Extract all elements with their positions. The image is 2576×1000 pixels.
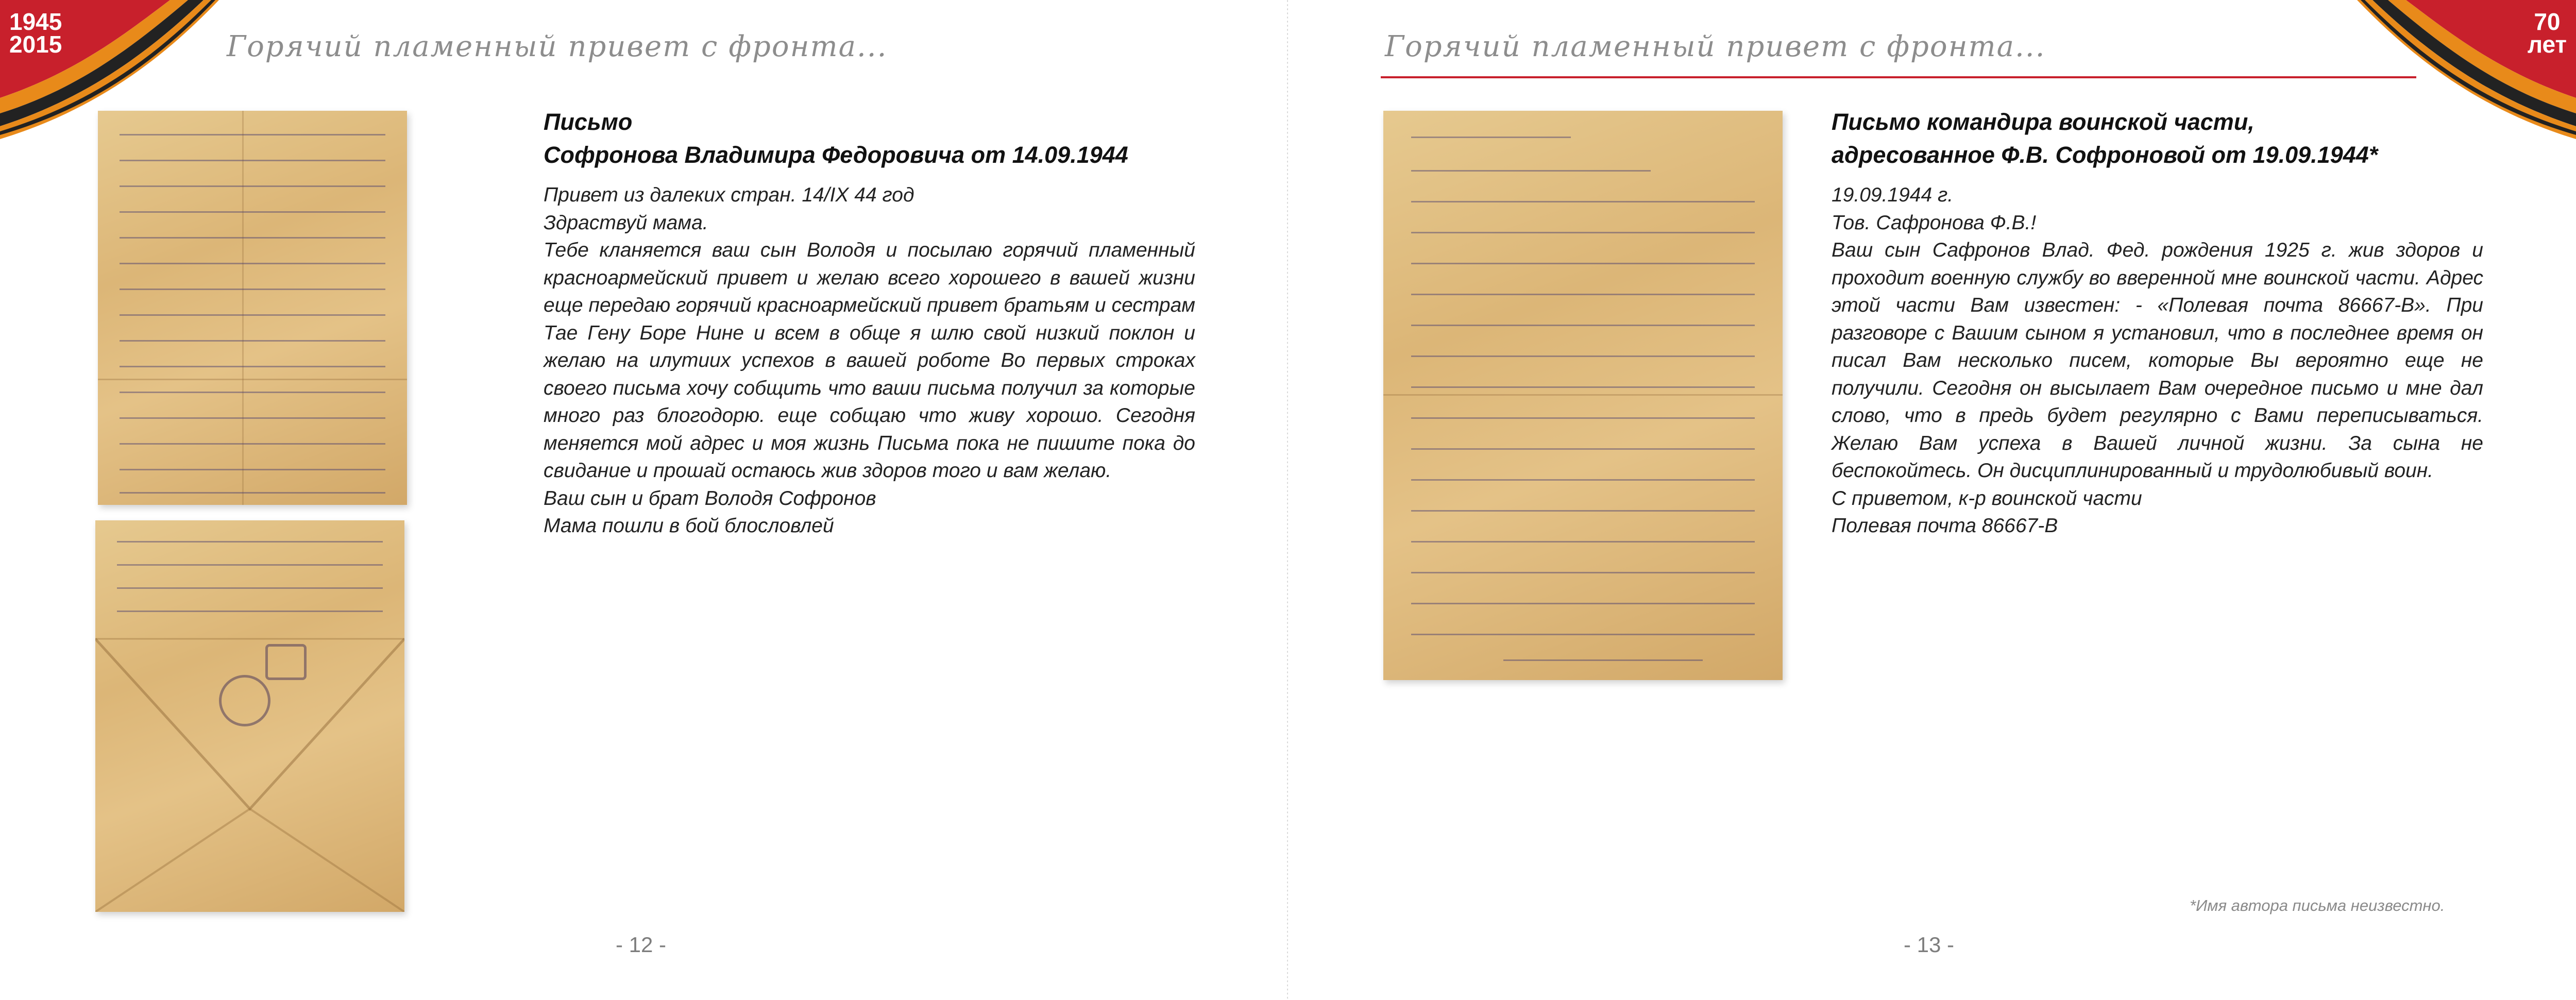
postmark-stamp-icon — [219, 675, 270, 726]
letter-title-right — [1832, 106, 2527, 172]
letter-line: Полевая почта 86667-В — [1832, 515, 2058, 537]
right-page — [1288, 0, 2576, 1000]
letter-title-left — [544, 106, 1213, 172]
anniversary-number: 70 — [2534, 8, 2561, 35]
header-rule — [1381, 76, 2416, 78]
envelope-photo — [95, 520, 404, 912]
letter-title-line1: Письмо — [544, 109, 633, 135]
letter-title-line2: адресованное Ф.В. Софроновой от 19.09.1944* — [1832, 142, 2378, 168]
letter-line: 19.09.1944 г. — [1832, 184, 1954, 206]
header-title-right: Горячий пламенный привет с фронта... — [1385, 30, 2046, 63]
commander-letter-photo — [1383, 111, 1783, 680]
letter-title-line2: Софронова Владимира Федоровича от 14.09.1944 — [544, 142, 1128, 168]
letter-line: С приветом, к-р воинской части — [1832, 487, 2142, 510]
letter-title-line1: Письмо командира воинской части, — [1832, 109, 2255, 135]
header-title-left: Горячий пламенный привет с фронта... — [227, 30, 888, 63]
letter-body-left — [544, 181, 1195, 540]
letter-body-right — [1832, 181, 2483, 540]
letter-photo-top — [98, 111, 407, 505]
letter-paragraph: Ваш сын Сафронов Влад. Фед. рождения 1925 г. жив здоров и проходит военную службу во вверенной мне воинской части. Адрес этой части Вам известен: - «Полевая почта 86667-В». При разговоре с Вашим сыном я установил, что в последнее время он писал Вам несколько писем, которые Вы вероятно еще не получили. Сегодня он высылает Вам очередное письмо и мне дал слово, что в предь будет регулярно с Вами переписываться. Желаю Вам успеха в Вашей личной жизни. За сына не беспокойтесь. Он дисциплинированный и трудолюбивый воин. — [1832, 239, 2483, 482]
letter-line: Ваш сын и брат Володя Софронов — [544, 487, 876, 510]
postmark-stamp-icon — [265, 644, 307, 680]
letter-line: Привет из далеких стран. 14/IX 44 год — [544, 184, 914, 206]
footnote: *Имя автора письма неизвестно. — [2190, 896, 2445, 914]
page-number-right: - 13 - — [1904, 933, 1955, 957]
letter-line: Мама пошли в бой блословлей — [544, 515, 834, 537]
letter-line: Тов. Сафронова Ф.В.! — [1832, 211, 2037, 234]
page-number-left: - 12 - — [616, 933, 667, 957]
letter-paragraph: Тебе кланяется ваш сын Володя и посылаю горячий пламенный красноармейский привет и желаю всего хорошего в вашей жизни еще передаю горячий красноармейский привет братьям и сестрам Тае Гену Боре Нине и всем в общe я шлю свой низкий поклон и желаю на илутиих успехов в вашей роботе Во первых строках своего письма хочу собщить что ваши письма получил за которые много раз блогодорю. еще собщаю что живу хорошо. Сегодня меняется мой адрес и моя жизнь Письма пока не пишите пока до свидание и прошай остаюсь жив здоров того и вам желаю. — [544, 239, 1195, 482]
anniversary-word: лет — [2527, 31, 2567, 58]
year-bottom: 2015 — [9, 31, 62, 58]
letter-line: Здраствуй мама. — [544, 211, 708, 234]
year-top: 1945 — [9, 8, 62, 35]
